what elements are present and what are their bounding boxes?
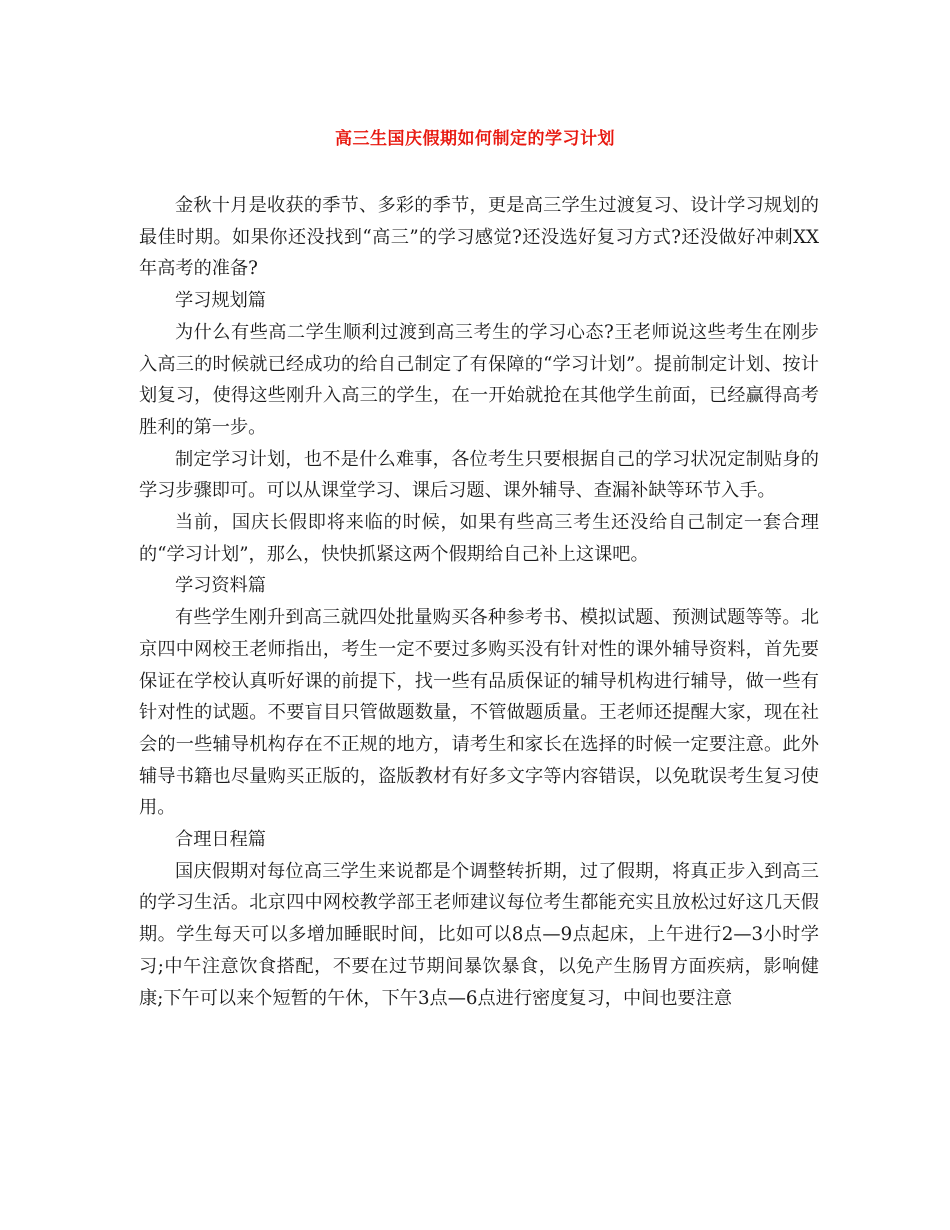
paragraph-schedule: 国庆假期对每位高三学生来说都是个调整转折期，过了假期，将真正步入到高三的学习生活。北京四中网校教学部王老师建议每位考生都能充实且放松过好这几天假期。学生每天可以多增加睡眠时间，比如可以8点—9点起床，上午进行2—3小时学习;中午注意饮食搭配，不要在过节期间暴饮暴食，以免产生肠胃方面疾病，影响健康;下午可以来个短暂的午休，下午3点—6点进行密度复习，中间也要注意 <box>139 860 819 1009</box>
section-heading-planning: 学习规划篇 <box>175 290 266 312</box>
paragraph-planning-3: 当前，国庆长假即将来临的时候，如果有些高三考生还没给自己制定一套合理的“学习计划”，那么，快快抓紧这两个假期给自己补上这课吧。 <box>139 512 819 565</box>
paragraph-materials: 有些学生刚升到高三就四处批量购买各种参考书、模拟试题、预测试题等等。北京四中网校王老师指出，考生一定不要过多购买没有针对性的课外辅导资料，首先要保证在学校认真听好课的前提下，找一些有品质保证的辅导机构进行辅导，做一些有针对性的试题。不要盲目只管做题数量，不管做题质量。王老师还提醒大家，现在社会的一些辅导机构存在不正规的地方，请考生和家长在选择的时候一定要注意。此外辅导书籍也尽量购买正版的，盗版教材有好多文字等内容错误，以免耽误考生复习使用。 <box>139 607 819 819</box>
section-heading-schedule: 合理日程篇 <box>175 829 266 851</box>
paragraph-planning-1: 为什么有些高二学生顺利过渡到高三考生的学习心态?王老师说这些考生在刚步入高三的时候就已经成功的给自己制定了有保障的“学习计划”。提前制定计划、按计划复习，使得这些刚升入高三的学生，在一开始就抢在其他学生前面，已经赢得高考胜利的第一步。 <box>139 321 819 438</box>
section-heading-materials: 学习资料篇 <box>175 575 266 597</box>
paragraph-intro: 金秋十月是收获的季节、多彩的季节，更是高三学生过渡复习、设计学习规划的最佳时期。如果你还没找到“高三”的学习感觉?还没选好复习方式?还没做好冲刺XX年高考的准备? <box>139 195 819 280</box>
document-body <box>139 190 819 1014</box>
document-title: 高三生国庆假期如何制定的学习计划 <box>335 129 615 149</box>
paragraph-planning-2: 制定学习计划，也不是什么难事，各位考生只要根据自己的学习状况定制贴身的学习步骤即可。可以从课堂学习、课后习题、课外辅导、查漏补缺等环节入手。 <box>139 448 819 502</box>
